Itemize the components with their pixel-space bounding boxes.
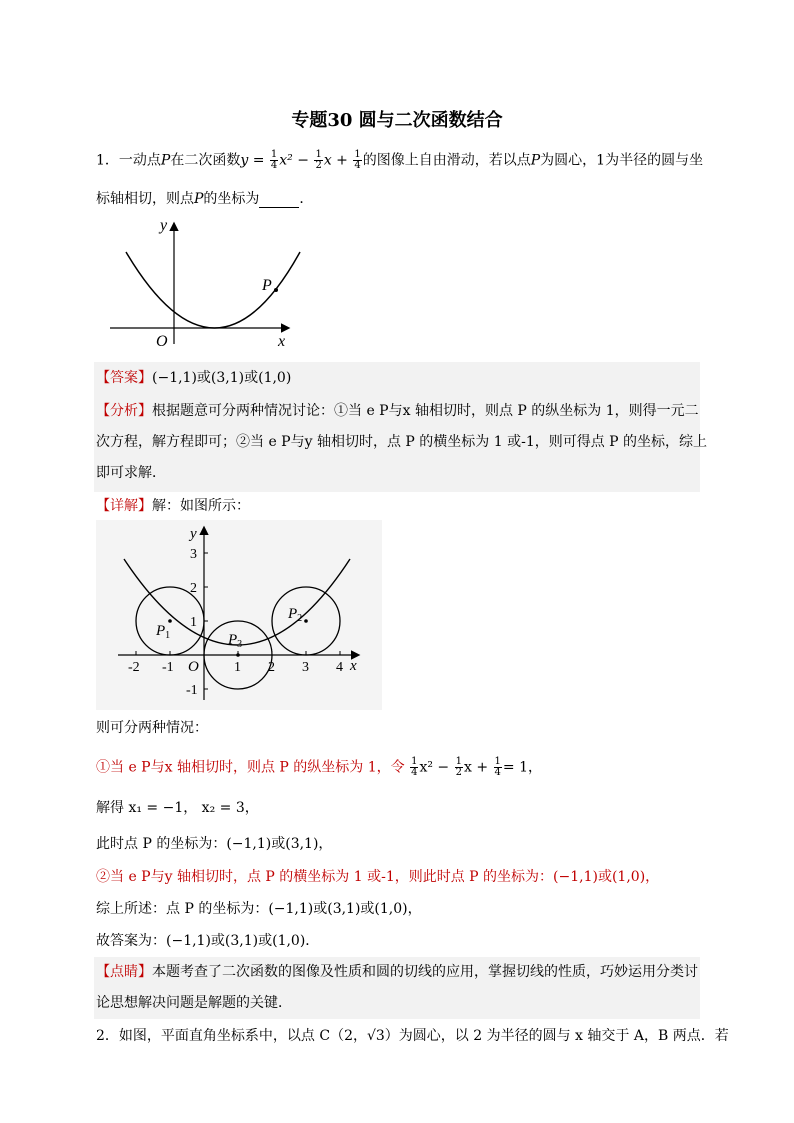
analysis-line-2: 次方程，解方程即可；②当 e P与y 轴相切时，点 P 的横坐标为 1 或-1，则可得点 P 的坐标，综上 bbox=[96, 434, 708, 450]
sol-line-4: 此时点 P 的坐标为：(−1,1)或(3,1)， bbox=[96, 836, 333, 852]
q1-frac-1-num: 1 bbox=[270, 149, 278, 160]
answer-blank bbox=[259, 194, 299, 208]
fig2-xtick-label-m2: -2 bbox=[128, 660, 140, 675]
sol-line-5: ②当 e P与y 轴相切时，点 P 的横坐标为 1 或-1，则此时点 P 的坐标为：(−1,1)或(1,0)， bbox=[96, 869, 660, 885]
fig2-label-p2: $P_2$ bbox=[288, 606, 303, 624]
sol-frac-3 bbox=[494, 757, 502, 778]
sol-line-2 bbox=[96, 757, 542, 778]
fig2-label-p3: $P_3$ bbox=[228, 632, 243, 650]
q1-text-1: 在二次函数 bbox=[170, 152, 241, 169]
sol-line-1: 则可分两种情况： bbox=[96, 720, 208, 736]
figure-2-circles bbox=[96, 520, 382, 710]
q1-prefix: 1．一动点 bbox=[96, 152, 161, 169]
page-title: 专题30 圆与二次函数结合 bbox=[291, 110, 503, 131]
q1-x: x bbox=[323, 152, 332, 169]
q1-text-2: 的图像上自由滑动，若以点 bbox=[362, 152, 531, 169]
sol-frac-1 bbox=[410, 757, 418, 778]
sol-line-2-x: x + bbox=[464, 759, 489, 776]
sol-frac-1-den: 4 bbox=[411, 767, 418, 778]
analysis-tag: 【分析】 bbox=[96, 403, 152, 419]
answer-line bbox=[96, 369, 291, 387]
sol-line-3: 解得 x₁ = −1， x₂ = 3， bbox=[96, 800, 259, 816]
q1-frac-1 bbox=[270, 150, 278, 171]
q1-frac-2-num: 1 bbox=[315, 149, 322, 160]
fig2-ytick-label-2: 2 bbox=[190, 581, 197, 596]
q1-line-2 bbox=[96, 190, 313, 208]
analysis-text-1: 根据题意可分两种情况讨论：①当 e P与x 轴相切时，则点 P 的纵坐标为 1，则得一元二 bbox=[152, 403, 699, 419]
q1-text-4: 为半径的圆与坐 bbox=[605, 152, 704, 169]
sol-line-2-x2: x² − bbox=[419, 759, 450, 776]
q1-frac-1-den: 4 bbox=[270, 160, 278, 171]
fig1-point-p bbox=[274, 288, 278, 292]
fig2-ytick-label-3: 3 bbox=[190, 547, 197, 562]
q1-radius: 1 bbox=[596, 152, 606, 169]
sol-frac-2-num: 1 bbox=[455, 756, 462, 767]
q1-line2-text-b: 的坐标为 bbox=[203, 191, 260, 207]
fig2-center-p3 bbox=[236, 653, 240, 657]
q1-line-1 bbox=[96, 150, 703, 171]
fig2-xtick-label-m1: -1 bbox=[162, 660, 174, 675]
q1-line2-text: 标轴相切，则点 bbox=[96, 191, 194, 207]
sol-frac-3-den: 4 bbox=[494, 767, 501, 778]
fig2-x-label: x bbox=[350, 658, 357, 674]
comment-text-1: 本题考查了二次函数的图像及性质和圆的切线的应用，掌握切线的性质，巧妙运用分类讨 bbox=[152, 964, 698, 980]
q1-point-p: P bbox=[160, 152, 171, 169]
answer-tag: 【答案】 bbox=[96, 370, 152, 386]
sol-line-2-end: = 1， bbox=[502, 759, 542, 776]
comment-line-2: 论思想解决问题是解题的关键． bbox=[96, 995, 292, 1011]
q1-point-p-3: P bbox=[194, 191, 204, 207]
q1-x2: x² bbox=[279, 152, 293, 169]
answer-text: (−1,1)或(3,1)或(1,0) bbox=[152, 370, 292, 386]
q1-plus: + bbox=[336, 152, 348, 169]
q1-frac-2-den: 2 bbox=[315, 160, 322, 171]
fig2-ytick-label-m1: -1 bbox=[186, 683, 198, 698]
sol-frac-3-num: 1 bbox=[494, 756, 501, 767]
fig2-xtick-label-2: 2 bbox=[268, 660, 275, 675]
q1-minus: − bbox=[297, 152, 309, 169]
q1-frac-3-den: 4 bbox=[354, 160, 361, 171]
fig2-origin-label: O bbox=[188, 659, 199, 675]
sol-frac-1-num: 1 bbox=[411, 756, 418, 767]
q1-eq: = bbox=[252, 152, 265, 169]
detail-text: 解：如图所示： bbox=[152, 498, 250, 514]
detail-line bbox=[96, 497, 250, 515]
fig1-p-label: P bbox=[262, 277, 272, 294]
fig2-label-p1: $P_1$ bbox=[156, 623, 171, 641]
comment-line-1 bbox=[96, 963, 698, 981]
fig2-xtick-label-3: 3 bbox=[302, 660, 309, 675]
q2-line-1: 2．如图，平面直角坐标系中，以点 C（2，√3）为圆心，以 2 为半径的圆与 x 轴交于 A，B 两点．若 bbox=[96, 1028, 729, 1044]
fig2-y-label: y bbox=[190, 526, 197, 542]
q1-frac-3-num: 1 bbox=[354, 149, 361, 160]
fig2-center-p1 bbox=[168, 619, 172, 623]
fig1-parabola-curve bbox=[126, 252, 300, 328]
q1-text-3: 为圆心， bbox=[540, 152, 597, 169]
q1-point-p-2: P bbox=[530, 152, 541, 169]
fig2-xtick-label-4: 4 bbox=[336, 660, 343, 675]
q1-frac-3 bbox=[353, 150, 361, 171]
q1-y: y bbox=[240, 152, 249, 169]
fig2-xtick-label-1: 1 bbox=[234, 660, 241, 675]
analysis-line-3: 即可求解． bbox=[96, 465, 166, 481]
fig1-origin-label: O bbox=[156, 333, 168, 350]
sol-line-7: 故答案为：(−1,1)或(3,1)或(1,0)． bbox=[96, 933, 320, 949]
figure-1-parabola bbox=[104, 212, 304, 352]
q1-period: ． bbox=[299, 191, 314, 207]
comment-tag: 【点睛】 bbox=[96, 964, 152, 980]
fig1-x-label: x bbox=[278, 333, 286, 350]
sol-line-6: 综上所述：点 P 的坐标为：(−1,1)或(3,1)或(1,0)， bbox=[96, 901, 422, 917]
sol-line-2-text: ①当 e P与x 轴相切时，则点 P 的纵坐标为 1，令 bbox=[96, 759, 405, 776]
fig2-ytick-label-1: 1 bbox=[190, 615, 197, 630]
q1-frac-2 bbox=[314, 150, 322, 171]
analysis-line-1 bbox=[96, 402, 699, 420]
detail-tag: 【详解】 bbox=[96, 498, 152, 514]
fig1-y-label: y bbox=[160, 217, 168, 234]
sol-frac-2-den: 2 bbox=[455, 767, 462, 778]
sol-frac-2 bbox=[455, 757, 463, 778]
fig2-center-p2 bbox=[304, 619, 308, 623]
